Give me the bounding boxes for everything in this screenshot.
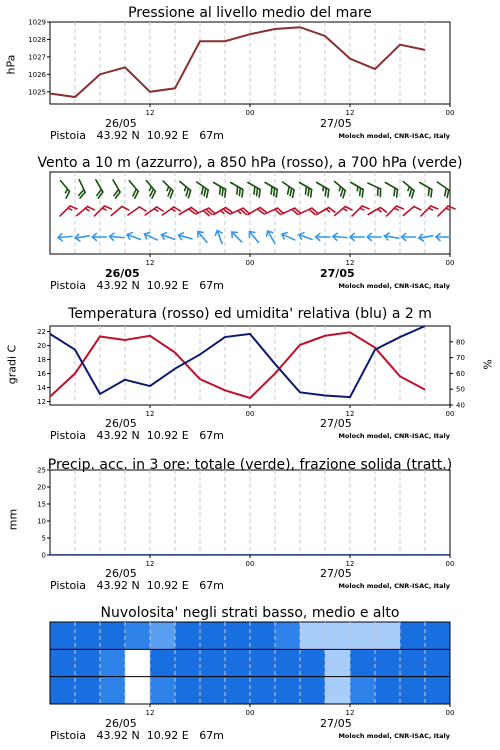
humidity-ytick-label: 50 — [456, 385, 465, 394]
precip-xtick-label: 00 — [245, 560, 255, 568]
temp-date-2: 27/05 — [320, 417, 352, 430]
cloud-cell-alto — [275, 622, 301, 650]
pressure-ytick-label: 1029 — [28, 18, 46, 27]
wind-barb-850 — [196, 207, 214, 221]
cloud-cell-basso — [250, 677, 276, 705]
precip-ytick-label: 25 — [37, 466, 46, 475]
wind-barb-700 — [433, 182, 451, 197]
precip-bar — [250, 554, 275, 555]
wind-barb-10m — [384, 232, 399, 241]
pressure-ytick-label: 1028 — [28, 35, 46, 44]
pressure-panel — [0, 0, 500, 150]
wind-barb-700 — [210, 183, 228, 198]
wind-barb-10m — [265, 229, 278, 245]
cloud-cell-medio — [400, 649, 426, 677]
precip-ytick-label: 15 — [37, 500, 46, 509]
precip-xtick-label: 12 — [145, 560, 155, 568]
cloud-cell-basso — [225, 677, 251, 705]
wind-barb-10m — [160, 231, 176, 242]
pressure-ylabel: hPa — [4, 54, 18, 75]
wind-barb-700 — [124, 181, 140, 199]
pressure-location — [50, 129, 224, 142]
wind-barb-700 — [175, 182, 193, 198]
precip-bar — [50, 554, 75, 555]
temp-ytick-label: 16 — [37, 370, 46, 379]
cloud-cell-medio — [325, 649, 351, 677]
wind-barb-10m — [195, 229, 209, 244]
wind-barb-10m — [229, 230, 244, 245]
precip-panel — [0, 450, 500, 600]
humidity-ytick-label: 40 — [456, 401, 465, 410]
wind-barb-850 — [214, 206, 232, 221]
wind-barb-10m — [143, 231, 159, 243]
location-lat: 43.92 N — [96, 279, 140, 292]
cloud-cell-medio — [250, 649, 276, 677]
temp-ytick-label: 20 — [37, 342, 46, 351]
temp-panel — [0, 300, 500, 450]
wind-barb-700 — [382, 183, 400, 198]
cloud-cell-medio — [175, 649, 201, 677]
cloud-cell-basso — [325, 677, 351, 705]
pressure-date-2: 27/05 — [320, 117, 352, 130]
cloud-cell-medio — [425, 649, 451, 677]
pressure-xtick-label: 12 — [145, 109, 155, 117]
cloud-cell-alto — [350, 622, 376, 650]
wind-barb-10m — [214, 229, 225, 245]
wind-barb-700 — [313, 183, 331, 198]
location-lat: 43.92 N — [96, 429, 140, 442]
wind-barb-700 — [55, 181, 71, 199]
location-alt: 67m — [199, 579, 224, 592]
precip-bar — [75, 554, 100, 555]
wind-barb-850 — [162, 205, 180, 220]
precip-bar — [425, 554, 450, 555]
cloud-cell-alto — [300, 622, 326, 650]
location-name: Pistoia — [50, 279, 87, 292]
wind-barb-10m — [367, 234, 381, 241]
wind-barb-850 — [282, 207, 300, 221]
wind-barb-850 — [248, 206, 266, 221]
wind-barb-850 — [265, 207, 283, 221]
cloud-cell-medio — [200, 649, 226, 677]
precip-bar — [200, 554, 225, 555]
cloud-cell-basso — [400, 677, 426, 705]
cloud-cell-medio — [125, 649, 151, 677]
location-lat: 43.92 N — [96, 729, 140, 742]
wind-barb-10m — [281, 231, 297, 243]
cloud-cell-alto — [75, 622, 101, 650]
pressure-line — [50, 27, 425, 97]
cloud-cell-basso — [350, 677, 376, 705]
location-alt: 67m — [199, 429, 224, 442]
temp-ytick-label: 22 — [37, 328, 46, 337]
wind-title: Vento a 10 m (azzurro), a 850 hPa (rosso), a 700 hPa (verde) — [37, 155, 463, 171]
cloud-panel — [0, 600, 500, 750]
location-lon: 10.92 E — [146, 129, 189, 142]
cloud-cell-alto — [375, 622, 401, 650]
wind-barb-700 — [399, 182, 417, 198]
wind-barb-700 — [90, 180, 105, 198]
location-lon: 10.92 E — [146, 579, 189, 592]
cloud-cell-medio — [300, 649, 326, 677]
location-name: Pistoia — [50, 129, 87, 142]
cloud-location — [50, 729, 224, 742]
cloud-cell-medio — [350, 649, 376, 677]
wind-barb-850 — [421, 204, 438, 221]
pressure-ytick-label: 1027 — [28, 53, 46, 62]
precip-bar — [350, 554, 375, 555]
wind-location — [50, 279, 224, 292]
humidity-ytick-label: 80 — [456, 338, 465, 347]
temp-credit: Moloch model, CNR-ISAC, Italy — [338, 432, 450, 440]
wind-xtick-label: 12 — [345, 259, 355, 267]
temp-xtick-label: 00 — [245, 410, 255, 418]
wind-xtick-label: 12 — [145, 259, 155, 267]
cloud-cell-basso — [175, 677, 201, 705]
wind-barb-700 — [279, 182, 297, 197]
wind-barb-10m — [316, 234, 330, 241]
wind-barb-850 — [94, 204, 111, 221]
cloud-cell-medio — [75, 649, 101, 677]
wind-barb-850 — [368, 206, 386, 221]
temp-date-1: 26/05 — [105, 417, 137, 430]
wind-barb-10m — [92, 234, 106, 241]
location-alt: 67m — [199, 729, 224, 742]
precip-date-2: 27/05 — [320, 567, 352, 580]
wind-barb-850 — [60, 204, 77, 221]
precip-credit: Moloch model, CNR-ISAC, Italy — [338, 582, 450, 590]
cloud-cell-alto — [175, 622, 201, 650]
precip-ytick-label: 20 — [37, 483, 46, 492]
pressure-xtick-label: 12 — [345, 109, 355, 117]
humidity-ylabel: % — [481, 359, 495, 370]
cloud-cell-basso — [50, 677, 76, 705]
wind-barb-700 — [244, 183, 262, 198]
temp-chart — [0, 300, 500, 450]
location-name: Pistoia — [50, 579, 87, 592]
wind-xtick-label: 00 — [245, 259, 255, 267]
wind-barb-850 — [387, 204, 404, 221]
pressure-chart — [0, 0, 500, 150]
wind-date-2: 27/05 — [320, 267, 355, 280]
precip-bar — [325, 554, 350, 555]
precip-bar — [300, 554, 325, 555]
cloud-cell-basso — [275, 677, 301, 705]
cloud-cell-medio — [50, 649, 76, 677]
location-name: Pistoia — [50, 429, 87, 442]
pressure-credit: Moloch model, CNR-ISAC, Italy — [338, 132, 450, 140]
location-lat: 43.92 N — [96, 579, 140, 592]
temp-ytick-label: 14 — [37, 384, 46, 393]
temp-ytick-label: 18 — [37, 356, 46, 365]
cloud-cell-basso — [125, 677, 151, 705]
precip-xtick-label: 12 — [345, 560, 355, 568]
wind-barb-700 — [107, 180, 122, 198]
location-lon: 10.92 E — [146, 729, 189, 742]
wind-barb-700 — [262, 183, 280, 198]
location-name: Pistoia — [50, 729, 87, 742]
cloud-cell-alto — [400, 622, 426, 650]
cloud-cell-alto — [325, 622, 351, 650]
pressure-title: Pressione al livello medio del mare — [128, 5, 372, 21]
cloud-cell-alto — [100, 622, 126, 650]
cloud-cell-basso — [300, 677, 326, 705]
wind-chart — [0, 150, 500, 300]
wind-barb-850 — [317, 206, 335, 221]
humidity-ytick-label: 60 — [456, 369, 465, 378]
wind-barb-850 — [145, 205, 163, 220]
temp-xtick-label: 12 — [345, 410, 355, 418]
precip-date-1: 26/05 — [105, 567, 137, 580]
wind-barb-10m — [333, 233, 348, 241]
precip-title: Precip. acc. in 3 ore: totale (verde), frazione solida (tratt.) — [47, 457, 453, 473]
precip-ytick-label: 5 — [41, 534, 46, 543]
cloud-cell-basso — [200, 677, 226, 705]
wind-barb-850 — [111, 205, 129, 221]
cloud-cell-basso — [75, 677, 101, 705]
precip-bar — [175, 554, 200, 555]
wind-barb-10m — [402, 234, 416, 241]
wind-barb-10m — [418, 232, 433, 241]
pressure-ytick-label: 1026 — [28, 70, 46, 79]
wind-barb-10m — [247, 229, 261, 244]
cloud-title: Nuvolosita' negli strati basso, medio e alto — [100, 605, 400, 621]
wind-barb-850 — [128, 205, 146, 220]
cloud-cell-medio — [225, 649, 251, 677]
wind-barb-850 — [403, 205, 421, 221]
precip-bar — [375, 554, 400, 555]
location-lon: 10.92 E — [146, 429, 189, 442]
wind-credit: Moloch model, CNR-ISAC, Italy — [338, 282, 450, 290]
precip-ytick-label: 10 — [37, 517, 46, 526]
wind-barb-10m — [436, 234, 450, 241]
cloud-credit: Moloch model, CNR-ISAC, Italy — [338, 732, 450, 740]
wind-barb-700 — [296, 183, 314, 198]
precip-xtick-label: 00 — [445, 560, 455, 568]
cloud-cell-basso — [375, 677, 401, 705]
wind-barb-10m — [178, 232, 193, 242]
wind-xtick-label: 00 — [445, 259, 455, 267]
wind-barb-850 — [438, 204, 455, 221]
cloud-xtick-label: 12 — [145, 709, 155, 717]
wind-barb-10m — [350, 234, 364, 241]
temp-title: Temperatura (rosso) ed umidita' relativa (blu) a 2 m — [68, 306, 432, 322]
wind-barb-700 — [141, 181, 157, 199]
temp-xtick-label: 00 — [445, 410, 455, 418]
precip-bar — [125, 554, 150, 555]
wind-barb-10m — [298, 231, 314, 242]
precip-bar — [225, 554, 250, 555]
wind-barb-850 — [352, 204, 369, 221]
precip-chart — [0, 450, 500, 600]
cloud-cell-basso — [100, 677, 126, 705]
precip-bar — [275, 554, 300, 555]
wind-barb-850 — [179, 206, 197, 221]
wind-barb-700 — [158, 181, 175, 198]
location-alt: 67m — [199, 279, 224, 292]
wind-panel — [0, 150, 500, 300]
wind-barb-700 — [227, 183, 245, 198]
cloud-xtick-label: 00 — [445, 709, 455, 717]
wind-barb-10m — [126, 231, 142, 242]
temp-xtick-label: 12 — [145, 410, 155, 418]
wind-barb-850 — [335, 205, 353, 221]
temp-ytick-label: 12 — [37, 398, 46, 407]
temperature-line — [50, 332, 425, 398]
wind-date-1: 26/05 — [105, 267, 140, 280]
cloud-cell-alto — [250, 622, 276, 650]
wind-barb-850 — [299, 207, 317, 221]
wind-barb-10m — [75, 232, 90, 241]
wind-barb-700 — [193, 182, 211, 197]
pressure-xtick-label: 00 — [245, 109, 255, 117]
location-lat: 43.92 N — [96, 129, 140, 142]
wind-barb-10m — [109, 233, 124, 241]
cloud-cell-alto — [125, 622, 151, 650]
cloud-chart — [0, 600, 500, 750]
cloud-date-2: 27/05 — [320, 717, 352, 730]
wind-barb-700 — [330, 182, 348, 198]
cloud-xtick-label: 12 — [345, 709, 355, 717]
pressure-date-1: 26/05 — [105, 117, 137, 130]
cloud-cell-alto — [200, 622, 226, 650]
pressure-xtick-label: 00 — [445, 109, 455, 117]
precip-bar — [100, 554, 125, 555]
precip-location — [50, 579, 224, 592]
location-lon: 10.92 E — [146, 279, 189, 292]
cloud-cell-alto — [225, 622, 251, 650]
cloud-cell-medio — [275, 649, 301, 677]
wind-barb-10m — [58, 233, 73, 241]
temp-ylabel: gradi C — [5, 344, 19, 385]
humidity-ytick-label: 70 — [456, 354, 465, 363]
wind-barb-850 — [230, 207, 248, 221]
temp-location — [50, 429, 224, 442]
precip-bar — [400, 554, 425, 555]
precip-ylabel: mm — [6, 508, 20, 531]
cloud-cell-basso — [425, 677, 451, 705]
cloud-xtick-label: 00 — [245, 709, 255, 717]
cloud-cell-alto — [425, 622, 451, 650]
cloud-cell-alto — [150, 622, 176, 650]
cloud-cell-medio — [150, 649, 176, 677]
cloud-cell-medio — [375, 649, 401, 677]
cloud-date-1: 26/05 — [105, 717, 137, 730]
wind-barb-700 — [365, 183, 383, 197]
pressure-ytick-label: 1025 — [28, 88, 46, 97]
cloud-cell-alto — [50, 622, 76, 650]
wind-barb-850 — [77, 205, 95, 221]
precip-bar — [150, 554, 175, 555]
precip-ytick-label: 0 — [41, 551, 46, 560]
cloud-cell-medio — [100, 649, 126, 677]
location-alt: 67m — [199, 129, 224, 142]
cloud-cell-basso — [150, 677, 176, 705]
